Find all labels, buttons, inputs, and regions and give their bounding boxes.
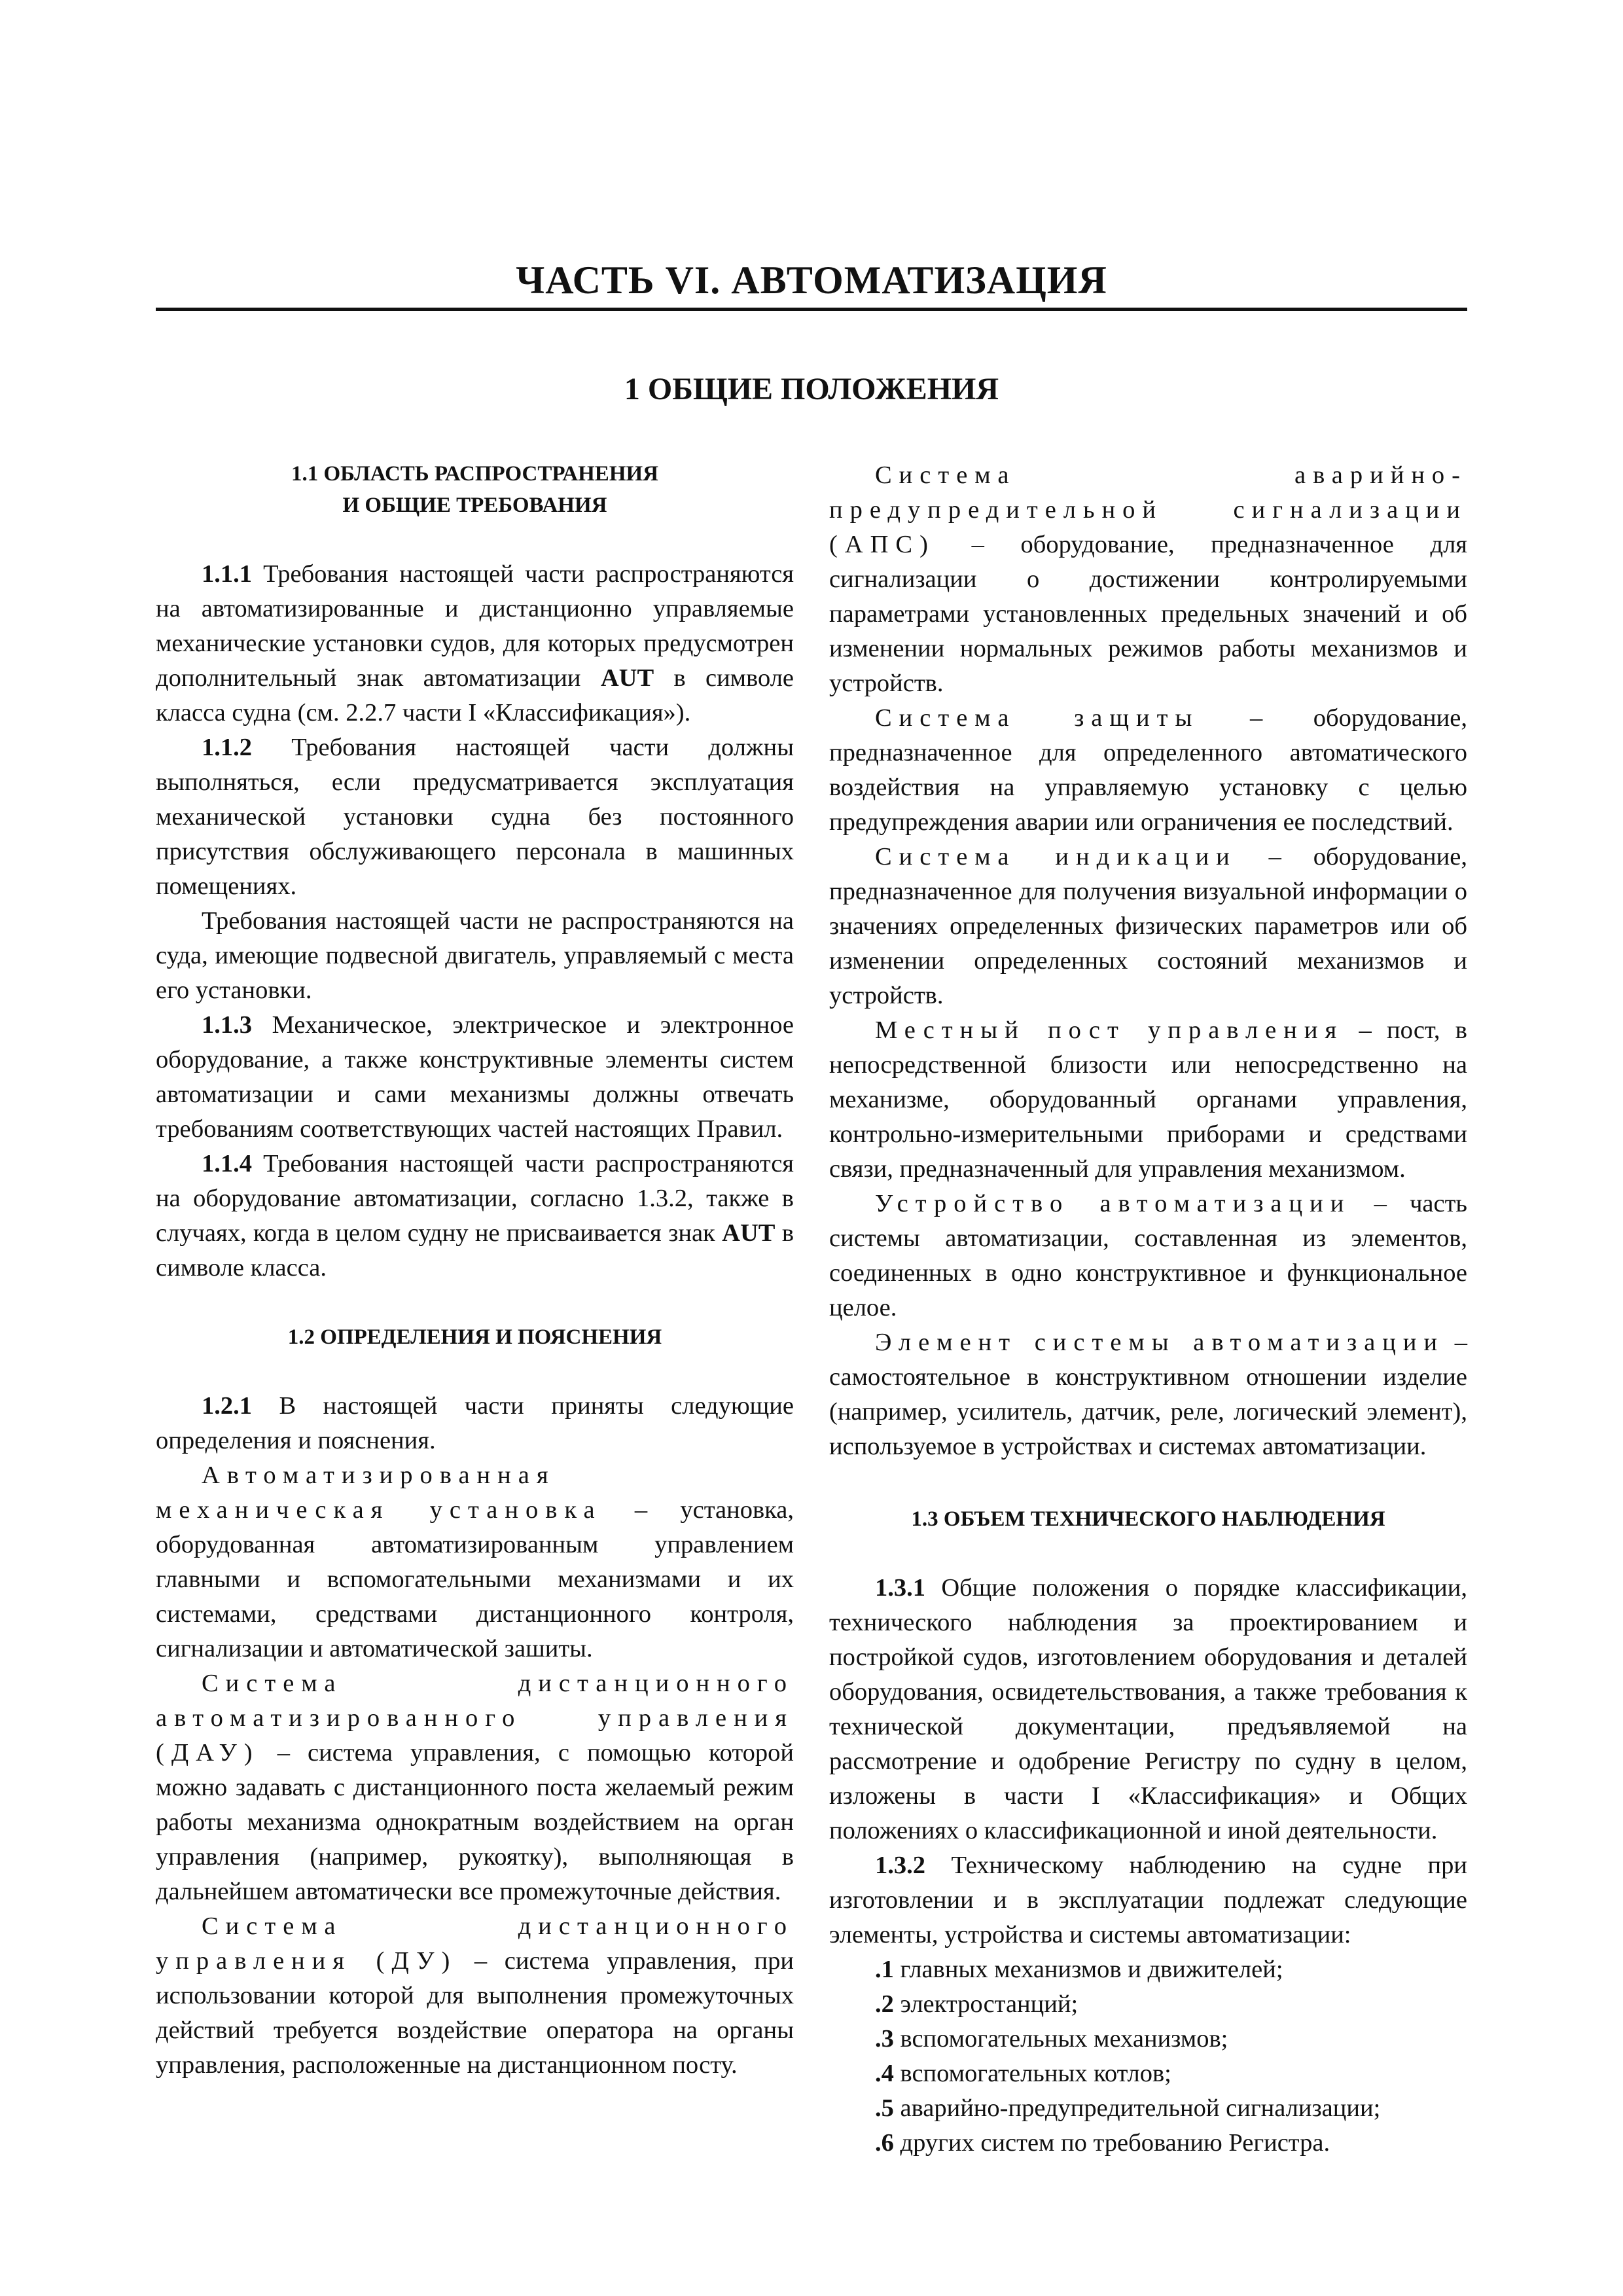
- clause-text: В настоящей части приняты следующие определения и пояснения.: [156, 1392, 794, 1454]
- aut-mark: AUT: [722, 1219, 776, 1247]
- list-item-number: .6: [875, 2129, 894, 2157]
- list-item-text: других систем по требованию Регистра.: [893, 2129, 1330, 2157]
- definition-text: – пост, в непосредственной близости или непосредственно на механизме, оборудованный органами управления, контрольно-измерительными приборами и средствами связи, предназначенный для управления механизмом.: [829, 1016, 1467, 1183]
- definition-term: Система дистанционного автоматизированного управления (ДАУ): [156, 1670, 794, 1767]
- clause-text: Общие положения о порядке классификации, технического наблюдения за проектированием и постройкой судов, изготовлением оборудования и деталей оборудования, освидетельствования, а также требования к технической документации, предъявляемой на рассмотрение и одобрение Регистру по судну в целом, изложены в части I «Классификация» и Общих положениях о классификационной и иной деятельности.: [829, 1574, 1467, 1844]
- definition-device: [829, 1187, 1467, 1325]
- heading-1-1-line1: 1.1 ОБЛАСТЬ РАСПРОСТРАНЕНИЯ: [291, 462, 658, 486]
- definition-text: – система управления, при использовании которой для выполнения промежуточных действий требуется воздействие оператора на органы управления, расположенные на дистанционном посту.: [156, 1947, 794, 2079]
- definition-term: Местный пост управления: [875, 1016, 1344, 1044]
- paragraph-1-1-1: [156, 557, 794, 730]
- clause-number: 1.2.1: [202, 1392, 252, 1420]
- list-item-text: вспомогательных механизмов;: [893, 2025, 1228, 2053]
- list-item: [829, 2126, 1467, 2161]
- list-item-number: .3: [875, 2025, 894, 2053]
- list-item: [829, 2056, 1467, 2091]
- definition-text: – самостоятельное в конструктивном отношении изделие (например, усилитель, датчик, реле, логический элемент), используемое в устройствах и системах автоматизации.: [829, 1329, 1467, 1460]
- definition-term: Система защиты: [875, 704, 1200, 732]
- definition-term: Элемент системы автоматизации: [875, 1329, 1445, 1356]
- list-item-number: .5: [875, 2094, 894, 2122]
- definition-text: – оборудование, предназначенное для сигнализации о достижении контролируемыми параметрами установленных предельных значений и об изменении нормальных режимов работы механизмов и устройств.: [829, 531, 1467, 697]
- definition-text: – часть системы автоматизации, составленная из элементов, соединенных в одно конструктивное и функциональное целое.: [829, 1190, 1467, 1321]
- definition-term: Автоматизированная механическая установка: [156, 1462, 602, 1524]
- clause-text: Требования настоящей части распространяются на автоматизированные и дистанционно управляемые механические установки судов, для которых предусмотрен дополнительный знак автоматизации: [156, 560, 794, 692]
- list-item-text: главных механизмов и движителей;: [893, 1956, 1283, 1983]
- clause-number: 1.1.4: [202, 1150, 252, 1177]
- clause-number: 1.1.3: [202, 1011, 252, 1039]
- section-title: 1 ОБЩИЕ ПОЛОЖЕНИЯ: [624, 372, 999, 406]
- definition-text: – система управления, с помощью которой можно задавать с дистанционного поста желаемый режим работы механизма однократным воздействием на орган управления (например, рукоятку), выполняющая в дальнейшем автоматически все промежуточные действия.: [156, 1739, 794, 1905]
- paragraph-1-2-1: [156, 1389, 794, 1458]
- paragraph-1-3-1: [829, 1571, 1467, 1848]
- list-item: [829, 1987, 1467, 2022]
- definition-text: – оборудование, предназначенное для получения визуальной информации о значениях определенных физических параметров или об изменении определенных состояний механизмов и устройств.: [829, 843, 1467, 1009]
- definition-automated-plant: [156, 1458, 794, 1666]
- heading-1-1: [156, 458, 794, 521]
- clause-text: Механическое, электрическое и электронное оборудование, а также конструктивные элементы систем автоматизации и сами механизмы должны отвечать требованиям соответствующих частей настоящих Правил.: [156, 1011, 794, 1143]
- definition-dau: [156, 1666, 794, 1909]
- clause-text: в символе класса судна (см. 2.2.7 части I «Классификация»).: [156, 664, 794, 726]
- paragraph-1-1-2: [156, 730, 794, 904]
- aut-mark: AUT: [600, 664, 654, 692]
- clause-text: Требования настоящей части должны выполняться, если предусматривается эксплуатация механической установки судна без постоянного присутствия обслуживающего персонала в машинных помещениях.: [156, 734, 794, 900]
- list-item-number: .4: [875, 2060, 894, 2087]
- paragraph-1-1-4: [156, 1147, 794, 1285]
- definition-term: Система дистанционного управления (ДУ): [156, 1912, 794, 1975]
- right-column: [829, 458, 1467, 2161]
- definition-text: – установка, оборудованная автоматизированным управлением главными и вспомогательными механизмами и их системами, средствами дистанционного контроля, сигнализации и автоматической зашиты.: [156, 1496, 794, 1662]
- definition-element: [829, 1325, 1467, 1464]
- definition-aps: [829, 458, 1467, 701]
- list-item: [829, 1952, 1467, 1987]
- title-divider: [156, 308, 1467, 311]
- clause-number: 1.3.2: [875, 1852, 925, 1879]
- list-item-number: .2: [875, 1990, 894, 2018]
- clause-text: Требования настоящей части распространяются на оборудование автоматизации, согласно 1.3.2, также в случаях, когда в целом судну не присваивается знак: [156, 1150, 794, 1247]
- heading-1-3: 1.3 ОБЪЕМ ТЕХНИЧЕСКОГО НАБЛЮДЕНИЯ: [911, 1507, 1385, 1531]
- clause-number: 1.1.2: [202, 734, 252, 761]
- list-item-text: вспомогательных котлов;: [893, 2060, 1171, 2087]
- definition-protection: [829, 701, 1467, 840]
- definition-text: – оборудование, предназначенное для определенного автоматического воздействия на управляемую установку с целью предупреждения аварии или ограничения ее последствий.: [829, 704, 1467, 836]
- definition-du: [156, 1909, 794, 2083]
- list-item: [829, 2022, 1467, 2056]
- definition-local-post: [829, 1013, 1467, 1187]
- list-item-number: .1: [875, 1956, 894, 1983]
- paragraph-1-1-3: [156, 1008, 794, 1147]
- part-title: ЧАСТЬ VI. АВТОМАТИЗАЦИЯ: [516, 259, 1107, 302]
- clause-number: 1.1.1: [202, 560, 252, 588]
- definition-indication: [829, 840, 1467, 1013]
- left-column: [156, 458, 794, 2083]
- paragraph-1-1-2b: Требования настоящей части не распространяются на суда, имеющие подвесной двигатель, управляемый с места его установки.: [156, 907, 794, 1004]
- list-item-text: электростанций;: [893, 1990, 1079, 2018]
- heading-1-2: 1.2 ОПРЕДЕЛЕНИЯ И ПОЯСНЕНИЯ: [287, 1325, 662, 1349]
- paragraph-1-3-2: [829, 1848, 1467, 1952]
- clause-text: Техническому наблюдению на судне при изготовлении и в эксплуатации подлежат следующие элементы, устройства и системы автоматизации:: [829, 1852, 1467, 1948]
- definition-term: Устройство автоматизации: [875, 1190, 1351, 1217]
- heading-1-1-line2: И ОБЩИЕ ТРЕБОВАНИЯ: [342, 493, 607, 517]
- definition-term: Система аварийно-предупредительной сигнализации (АПС): [829, 461, 1467, 558]
- list-item-text: аварийно-предупредительной сигнализации;: [893, 2094, 1381, 2122]
- clause-text: в символе класса.: [156, 1219, 794, 1282]
- clause-number: 1.3.1: [875, 1574, 925, 1602]
- list-item: [829, 2091, 1467, 2126]
- definition-term: Система индикации: [875, 843, 1237, 870]
